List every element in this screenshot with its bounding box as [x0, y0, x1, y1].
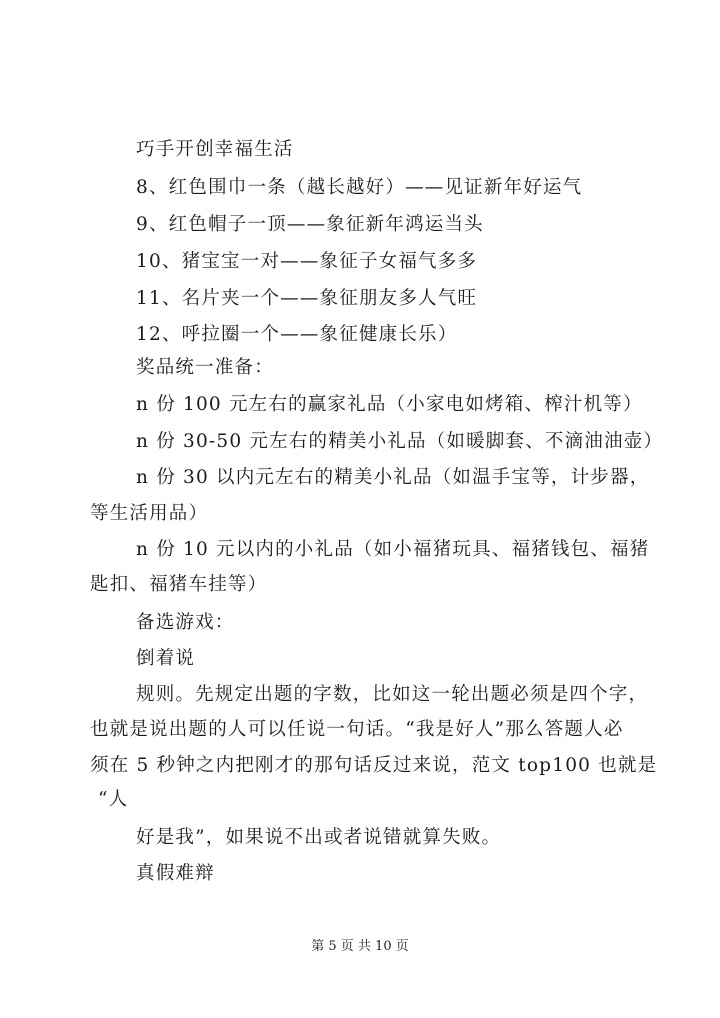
text-line-4: 10、猪宝宝一对——象征子女福气多多: [136, 251, 478, 272]
text-line-3: 9、红色帽子一顶——象征新年鸿运当头: [136, 214, 484, 235]
text-line-11: 等生活用品）: [90, 503, 209, 524]
text-line-1: 巧手开创幸福生活: [136, 139, 294, 160]
text-line-16: 规则。先规定出题的字数，比如这一轮出题必须是四个字，: [136, 684, 649, 705]
text-line-18: 须在 5 秒钟之内把刚才的那句话反过来说，范文 top100 也就是: [90, 755, 658, 776]
text-line-5: 11、名片夹一个——象征朋友多人气旺: [136, 288, 478, 309]
text-line-20: 好是我”，如果说不出或者说错就算失败。: [136, 827, 502, 848]
page-number-footer: 第 5 页 共 10 页: [311, 939, 409, 954]
text-line-17: 也就是说出题的人可以任说一句话。“我是好人”那么答题人必: [90, 719, 624, 740]
text-line-14: 备选游戏：: [136, 612, 235, 633]
text-line-10: n 份 30 以内元左右的精美小礼品（如温手宝等，计步器，: [136, 467, 650, 488]
text-line-7: 奖品统一准备：: [136, 357, 274, 378]
text-line-8: n 份 100 元左右的赢家礼品（小家电如烤箱、榨汁机等）: [136, 394, 643, 415]
text-line-12: n 份 10 元以内的小礼品（如小福猪玩具、福猪钱包、福猪: [136, 539, 650, 560]
text-line-19: “人: [98, 789, 129, 810]
text-line-9: n 份 30-50 元左右的精美小礼品（如暖脚套、不滴油油壶）: [136, 431, 664, 452]
text-line-15: 倒着说: [136, 648, 196, 669]
text-line-13: 匙扣、福猪车挂等）: [90, 574, 268, 595]
text-line-21: 真假难辩: [136, 863, 215, 884]
text-line-6: 12、呼拉圈一个——象征健康长乐）: [136, 324, 458, 345]
text-line-2: 8、红色围巾一条（越长越好）——见证新年好运气: [136, 177, 583, 198]
